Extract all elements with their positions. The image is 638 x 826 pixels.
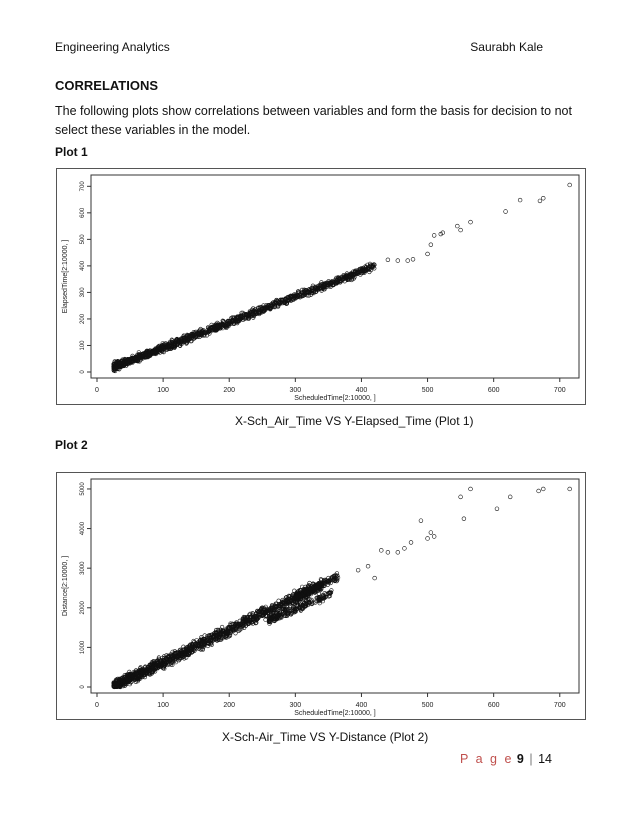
scatter-point (455, 224, 459, 228)
scatter-point (373, 576, 377, 580)
y-tick-label: 200 (80, 313, 86, 324)
scatter-point (495, 507, 499, 511)
header-left: Engineering Analytics (55, 40, 170, 54)
plot2-chart (57, 473, 585, 719)
scatter-point (568, 487, 572, 491)
scatter-point (541, 196, 545, 200)
y-tick-label: 700 (80, 181, 86, 192)
scatter-point (406, 259, 410, 263)
y-axis-label: ElapsedTime[2:10000, ] (62, 239, 69, 314)
x-axis-label: ScheduledTime[2:10000, ] (294, 710, 376, 717)
scatter-point (432, 233, 436, 237)
plot1-chart (57, 169, 585, 404)
y-tick-label: 400 (80, 260, 86, 271)
x-tick-label: 200 (223, 702, 236, 709)
scatter-point (426, 252, 430, 256)
scatter-point (419, 519, 423, 523)
scatter-point (379, 548, 383, 552)
y-tick-label: 100 (80, 340, 86, 351)
scatter-point (203, 634, 207, 638)
scatter-point (366, 564, 370, 568)
x-tick-label: 500 (421, 387, 434, 394)
y-tick-label: 2000 (80, 601, 86, 615)
scatter-point (459, 495, 463, 499)
page-number: 9 (516, 752, 524, 766)
scatter-point (538, 199, 542, 203)
plot2-figure (56, 472, 586, 720)
intro-paragraph: The following plots show correlations between variables and form the basis for decision to not select these variables in the model. (55, 104, 572, 137)
page-footer (460, 752, 552, 766)
scatter-point (356, 568, 360, 572)
scatter-point (469, 220, 473, 224)
y-tick-label: 4000 (80, 521, 86, 536)
page-separator: | (529, 752, 533, 766)
plot2-caption: X-Sch-Air_Time VS Y-Distance (Plot 2) (222, 730, 429, 744)
scatter-point (411, 257, 415, 261)
page-total: 14 (538, 752, 552, 766)
x-tick-label: 400 (355, 702, 368, 709)
scatter-point (426, 537, 430, 541)
scatter-point (462, 517, 466, 521)
scatter-point (386, 258, 390, 262)
point-cloud (112, 487, 572, 689)
scatter-point (537, 489, 541, 493)
scatter-point (508, 495, 512, 499)
scatter-point (432, 535, 436, 539)
point-cloud (112, 183, 572, 373)
plot1-label: Plot 1 (55, 145, 88, 159)
y-tick-label: 0 (80, 685, 86, 689)
y-tick-label: 5000 (80, 482, 86, 496)
x-tick-label: 200 (223, 387, 236, 394)
x-tick-label: 700 (553, 702, 566, 709)
scatter-point (429, 243, 433, 247)
y-tick-label: 600 (80, 207, 86, 218)
x-tick-label: 300 (289, 702, 302, 709)
page-word: P a g e (460, 752, 514, 766)
scatter-point (396, 259, 400, 263)
y-tick-label: 300 (80, 287, 86, 298)
scatter-point (277, 599, 281, 603)
x-tick-label: 600 (487, 702, 500, 709)
x-tick-label: 0 (95, 702, 99, 709)
scatter-point (518, 198, 522, 202)
plot2-label: Plot 2 (55, 438, 88, 452)
scatter-point (403, 546, 407, 550)
section-title: CORRELATIONS (55, 78, 159, 93)
plot1-figure (56, 168, 586, 405)
x-axis-label: ScheduledTime[2:10000, ] (294, 395, 376, 402)
y-tick-label: 500 (80, 234, 86, 245)
scatter-point (459, 228, 463, 232)
scatter-point (396, 550, 400, 554)
scatter-point (409, 541, 413, 545)
y-tick-label: 1000 (80, 640, 86, 655)
x-tick-label: 100 (157, 702, 169, 709)
scatter-point (504, 210, 508, 214)
x-tick-label: 500 (421, 702, 434, 709)
scatter-point (429, 531, 433, 535)
scatter-point (541, 487, 545, 491)
y-axis-label: Distance[2:10000, ] (62, 555, 69, 617)
y-tick-label: 3000 (80, 561, 86, 575)
plot1-caption: X-Sch_Air_Time VS Y-Elapsed_Time (Plot 1) (235, 414, 474, 428)
scatter-point (568, 183, 572, 187)
x-tick-label: 400 (355, 387, 368, 394)
x-tick-label: 600 (487, 387, 500, 394)
x-tick-label: 0 (95, 387, 99, 394)
scatter-point (469, 487, 473, 491)
x-tick-label: 700 (553, 387, 566, 394)
y-tick-label: 0 (80, 370, 86, 374)
scatter-point (386, 550, 390, 554)
x-tick-label: 100 (157, 387, 169, 394)
x-tick-label: 300 (289, 387, 302, 394)
scatter-point (264, 618, 268, 622)
header-right: Saurabh Kale (470, 40, 543, 54)
